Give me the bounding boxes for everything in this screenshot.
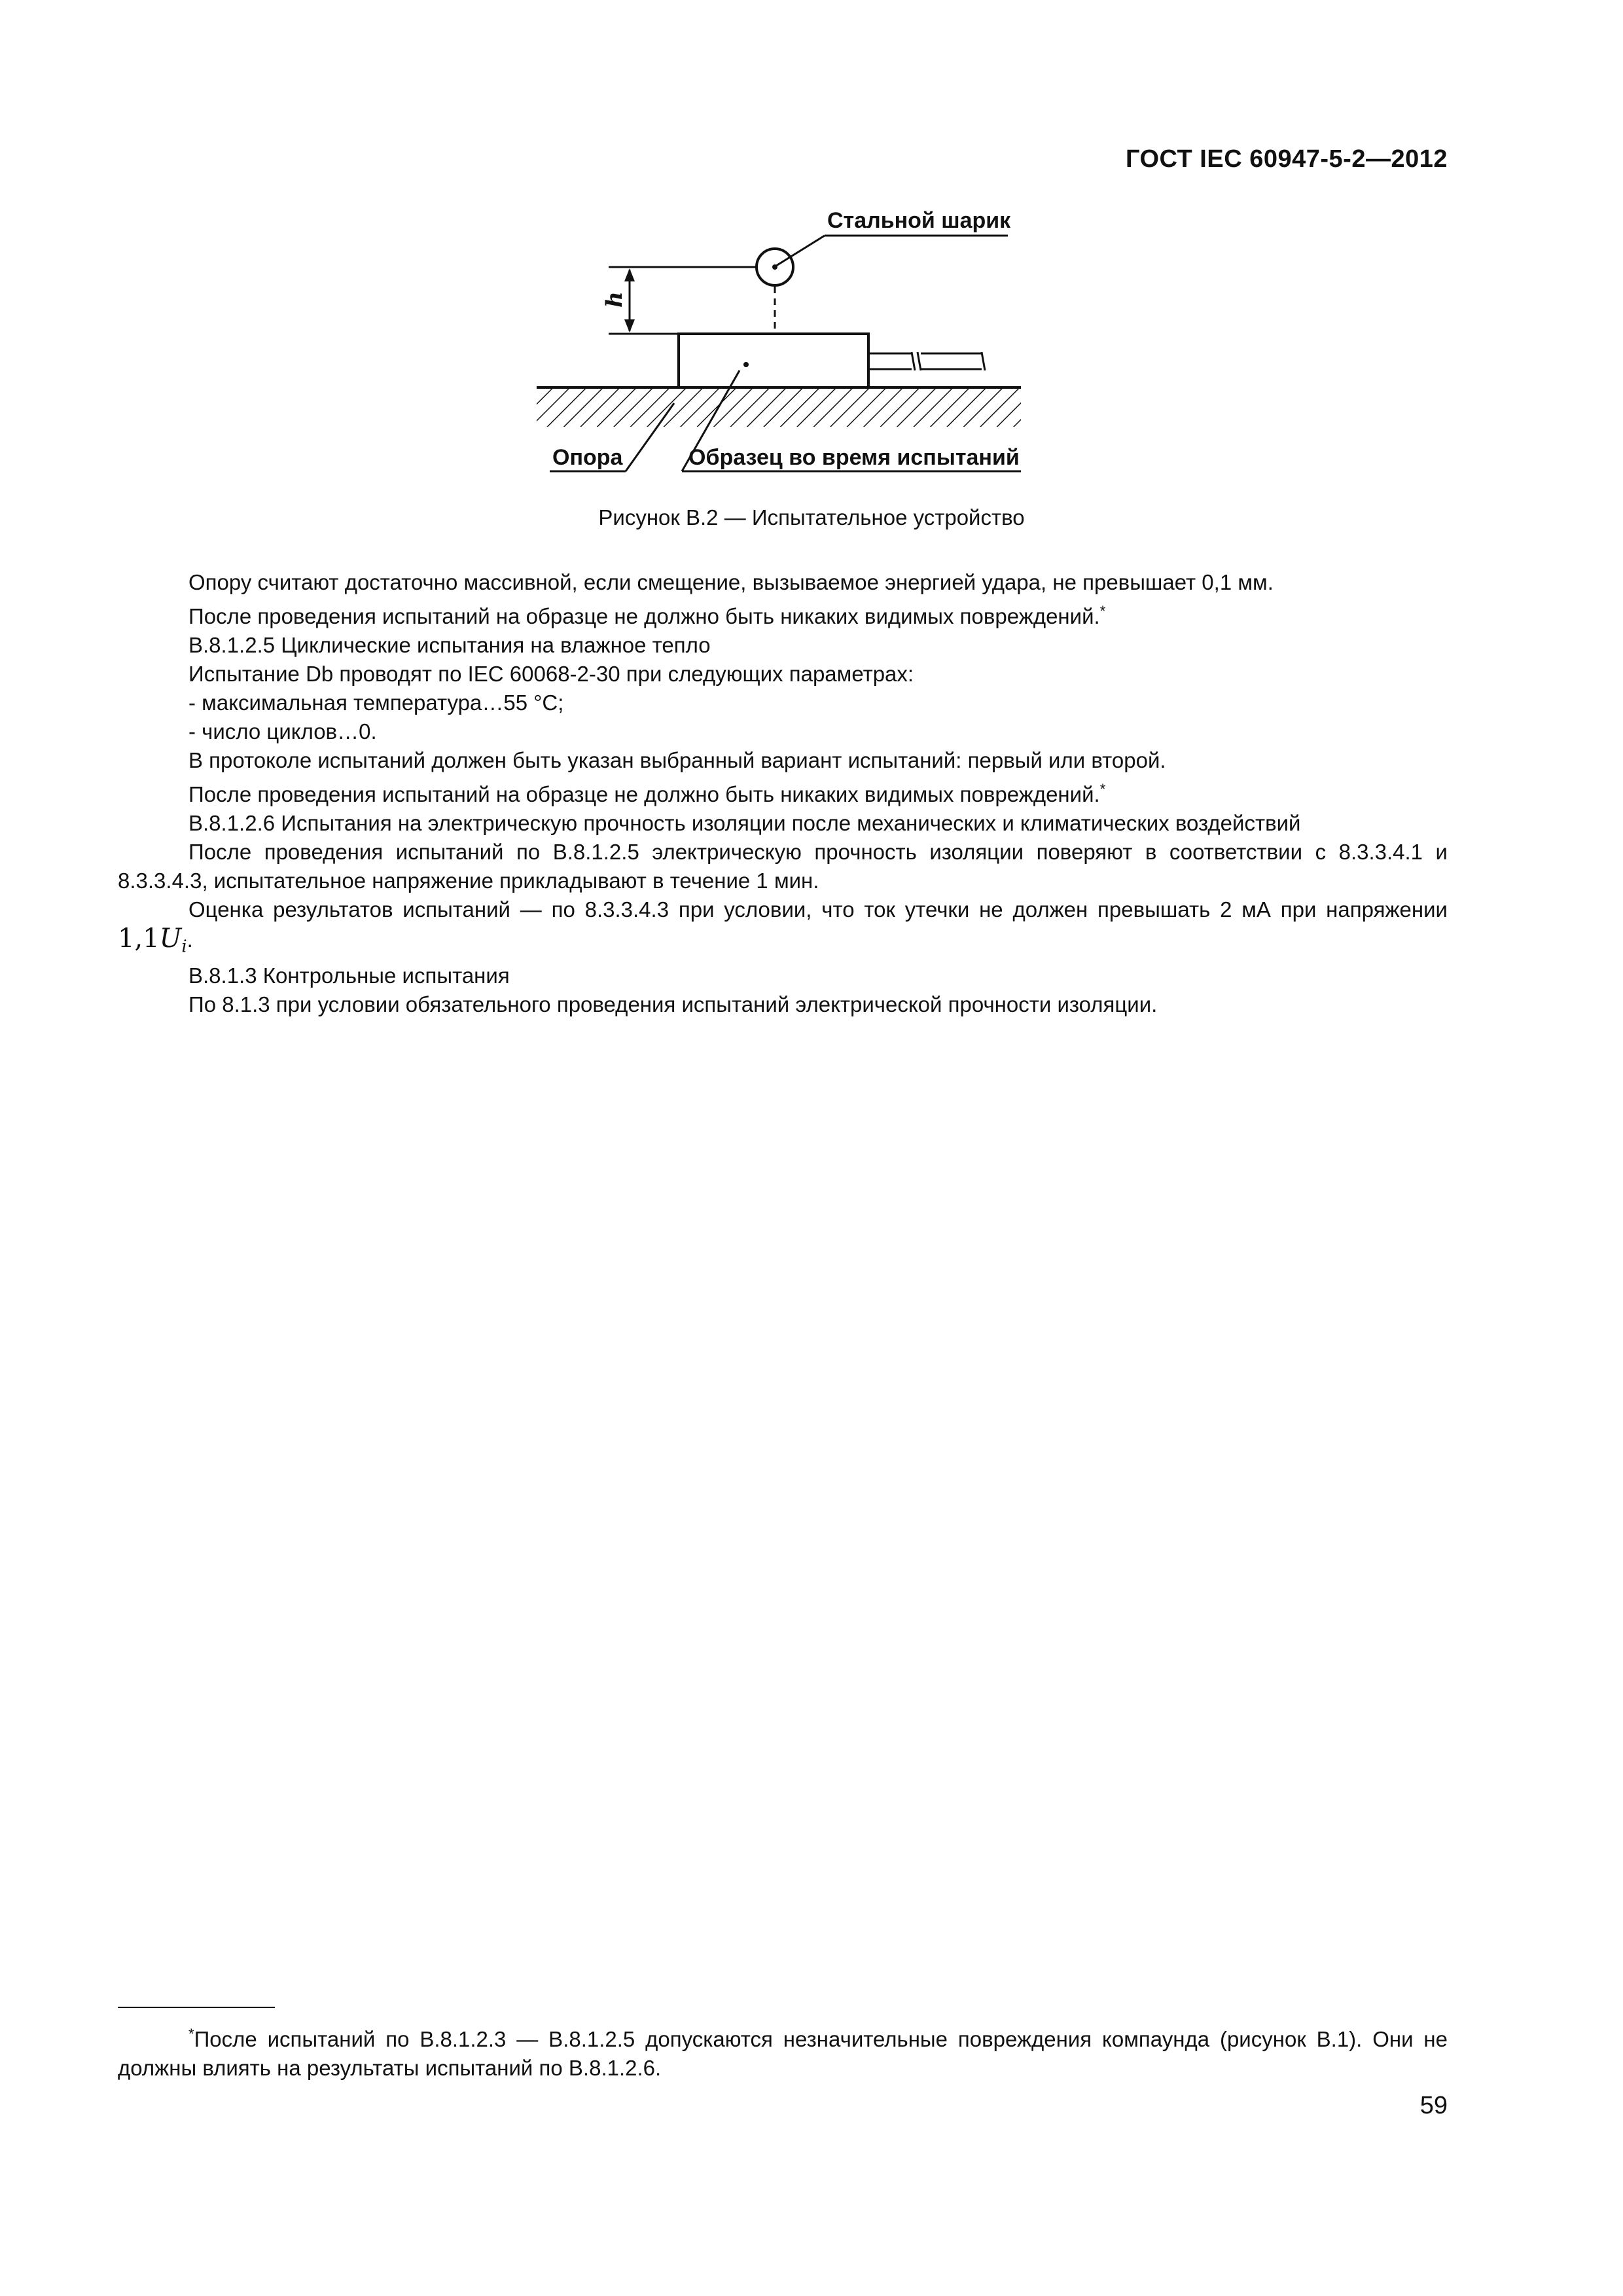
paragraph-evaluation: [118, 895, 1448, 961]
paragraph-no-damage-2: [118, 775, 1448, 809]
footnote-ref-1: *: [1099, 603, 1106, 619]
footnote: [118, 2020, 1448, 2083]
evaluation-text: Оценка результатов испытаний — по 8.3.3.4.3 при условии, что ток утечки не должен превышать 2 мА при напряжении: [188, 897, 1448, 922]
footnote-separator: [118, 2007, 275, 2008]
body-text: [118, 568, 1448, 1019]
support-label: Опора: [552, 445, 623, 470]
sample-center-dot: [743, 362, 749, 367]
document-header: ГОСТ IEC 60947-5-2—2012: [1125, 145, 1448, 173]
h-arrow-bottom: [624, 319, 635, 332]
voltage-coefficient: 1,1: [118, 924, 160, 954]
paragraph-support: Опору считают достаточно массивной, если смещение, вызываемое энергией удара, не превышает 0,1 мм.: [188, 570, 1274, 594]
paragraph-no-damage-2-text: После проведения испытаний на образце не должно быть никаких видимых повреждений.: [188, 782, 1100, 806]
footnote-mark: *: [188, 2026, 194, 2042]
sample-cable: [868, 352, 985, 370]
heading-b813: В.8.1.3 Контрольные испытания: [188, 963, 510, 988]
heading-b8125: В.8.1.2.5 Циклические испытания на влажное тепло: [188, 633, 711, 657]
list-item-max-temp: - максимальная температура…55 °С;: [188, 691, 564, 715]
sample-label: Образец во время испытаний: [688, 445, 1020, 470]
footnote-ref-2: *: [1099, 781, 1106, 797]
paragraph-test-db: Испытание Db проводят по IEC 60068-2-30 при следующих параметрах:: [188, 662, 914, 686]
page-number: 59: [1419, 2092, 1448, 2119]
voltage-symbol: U: [159, 924, 182, 954]
test-apparatus-figure: [510, 196, 1060, 511]
ball-label: Стальной шарик: [827, 208, 1011, 233]
paragraph-protocol: В протоколе испытаний должен быть указан выбранный вариант испытаний: первый или второй.: [188, 748, 1166, 772]
paragraph-dielectric: После проведения испытаний по В.8.1.2.5 электрическую прочность изоляции поверяют в соответствии с 8.3.3.4.1 и 8.3.3.4.3, испытательное напряжение прикладывают в течение 1 мин.: [118, 840, 1448, 893]
evaluation-end: .: [187, 927, 193, 952]
figure-caption: Рисунок В.2 — Испытательное устройство: [598, 505, 1025, 529]
h-label: h: [601, 291, 628, 308]
sample-block: [679, 334, 868, 387]
test-apparatus-diagram: [510, 196, 1060, 511]
h-arrow-top: [624, 268, 635, 281]
list-item-cycles: - число циклов…0.: [188, 719, 377, 744]
heading-b8126: В.8.1.2.6 Испытания на электрическую прочность изоляции после механических и климатических воздействий: [188, 811, 1301, 835]
paragraph-no-damage-1: [118, 597, 1448, 631]
paragraph-control-tests: По 8.1.3 при условии обязательного проведения испытаний электрической прочности изоляции.: [188, 992, 1158, 1016]
footnote-text: После испытаний по В.8.1.2.3 — В.8.1.2.5 допускаются незначительные повреждения компаунда (рисунок В.1). Они не должны влиять на результаты испытаний по В.8.1.2.6.: [118, 2027, 1448, 2080]
support-base: [537, 387, 1021, 427]
paragraph-no-damage-1-text: После проведения испытаний на образце не должно быть никаких видимых повреждений.: [188, 604, 1100, 628]
voltage-subscript: i: [181, 937, 187, 957]
